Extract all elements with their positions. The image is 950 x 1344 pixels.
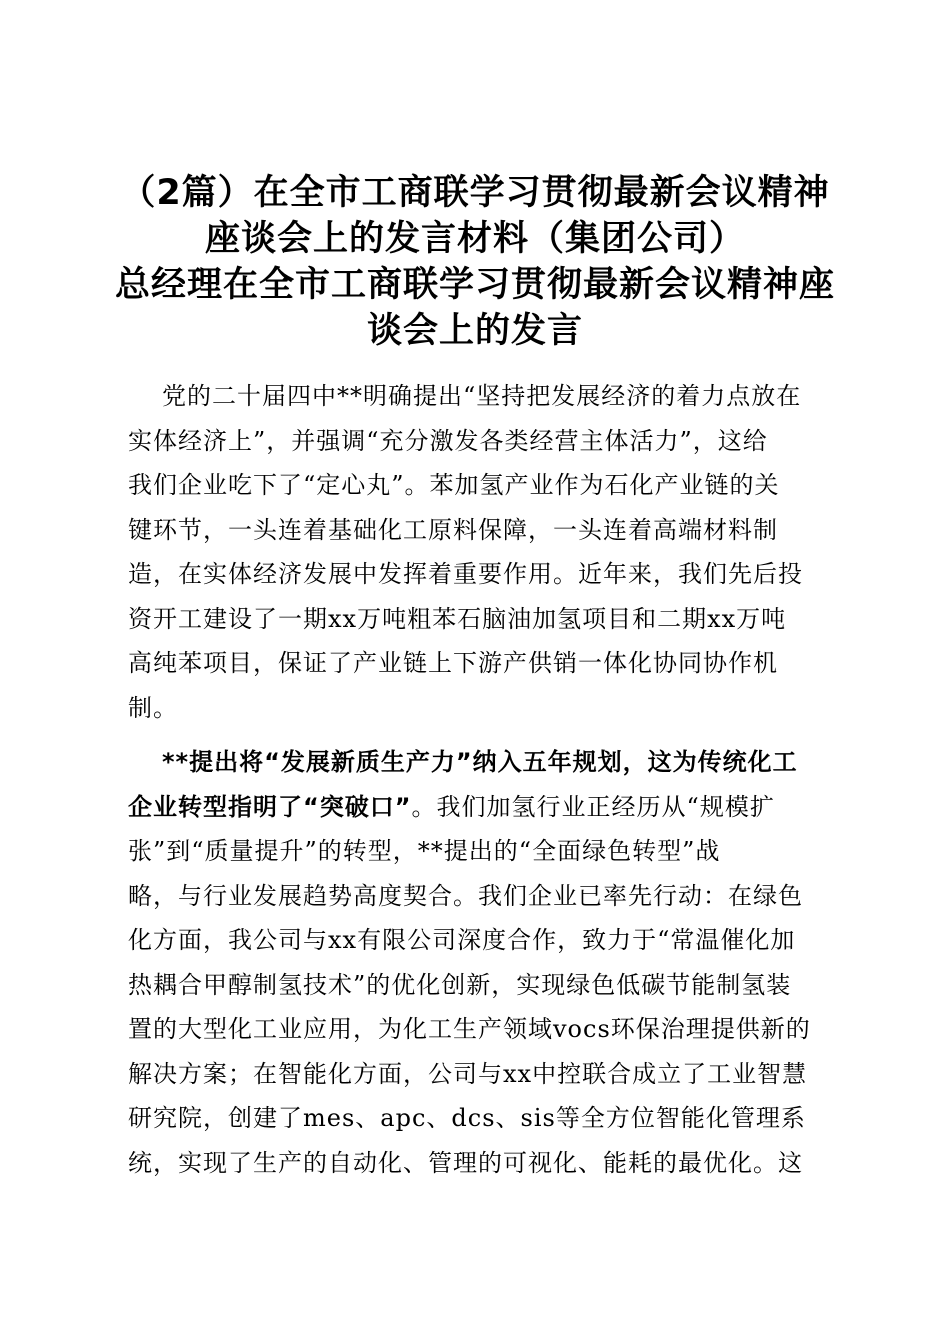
paragraph-2-line: 解决方案；在智能化方面，公司与xx中控联合成立了工业智慧 bbox=[128, 1059, 808, 1088]
paragraph-1 bbox=[128, 374, 828, 730]
paragraph-2-line: 统，实现了生产的自动化、管理的可视化、能耗的最优化。这 bbox=[128, 1148, 803, 1177]
paragraph-2-line: 略，与行业发展趋势高度契合。我们企业已率先行动：在绿色 bbox=[128, 881, 803, 910]
title-line-3: 总经理在全市工商联学习贯彻最新会议精神座 bbox=[114, 265, 835, 305]
title-line-4: 谈会上的发言 bbox=[366, 311, 583, 351]
document-title bbox=[0, 170, 950, 354]
paragraph-1-line: 实体经济上”，并强调“充分激发各类经营主体活力”，这给 bbox=[128, 426, 768, 455]
paragraph-2-line: 化方面，我公司与xx有限公司深度合作，致力于“常温催化加 bbox=[128, 926, 796, 954]
title-line-2: 座谈会上的发言材料（集团公司） bbox=[204, 219, 745, 259]
paragraph-2-line: 研究院，创建了mes、apc、dcs、sis等全方位智能化管理系 bbox=[128, 1104, 806, 1132]
paragraph-2-bold-lead-end: 企业转型指明了“突破口” bbox=[128, 792, 412, 821]
paragraph-1-line: 制。 bbox=[128, 693, 178, 722]
paragraph-1-line: 资开工建设了一期xx万吨粗苯石脑油加氢项目和二期xx万吨 bbox=[128, 604, 787, 633]
paragraph-2 bbox=[128, 740, 828, 1185]
paragraph-2-line bbox=[128, 785, 828, 830]
document-body bbox=[128, 374, 828, 1185]
paragraph-1-line: 我们企业吃下了“定心丸”。苯加氢产业作为石化产业链的关 bbox=[128, 471, 780, 499]
paragraph-1-line: 键环节，一头连着基础化工原料保障，一头连着高端材料制 bbox=[128, 515, 778, 544]
paragraph-2-line: 张”到“质量提升”的转型，**提出的“全面绿色转型”战 bbox=[128, 837, 721, 865]
paragraph-1-line: 高纯苯项目，保证了产业链上下游产供销一体化协同协作机 bbox=[128, 649, 778, 677]
paragraph-2-line-rest: 。我们加氢行业正经历从“规模扩 bbox=[411, 792, 775, 821]
paragraph-1-line: 造，在实体经济发展中发挥着重要作用。近年来，我们先后投 bbox=[128, 560, 803, 588]
paragraph-2-line bbox=[128, 740, 828, 785]
paragraph-2-line: 热耦合甲醇制氢技术”的优化创新，实现绿色低碳节能制氢装 bbox=[128, 970, 792, 999]
title-line-1: （2篇）在全市工商联学习贯彻最新会议精神 bbox=[120, 173, 830, 213]
paragraph-2-bold-lead: **提出将“发展新质生产力”纳入五年规划，这为传统化工 bbox=[162, 748, 798, 776]
paragraph-1-line: 党的二十届四中**明确提出“坚持把发展经济的着力点放在 bbox=[162, 382, 802, 410]
paragraph-2-line: 置的大型化工业应用，为化工生产领域vocs环保治理提供新的 bbox=[128, 1015, 811, 1043]
